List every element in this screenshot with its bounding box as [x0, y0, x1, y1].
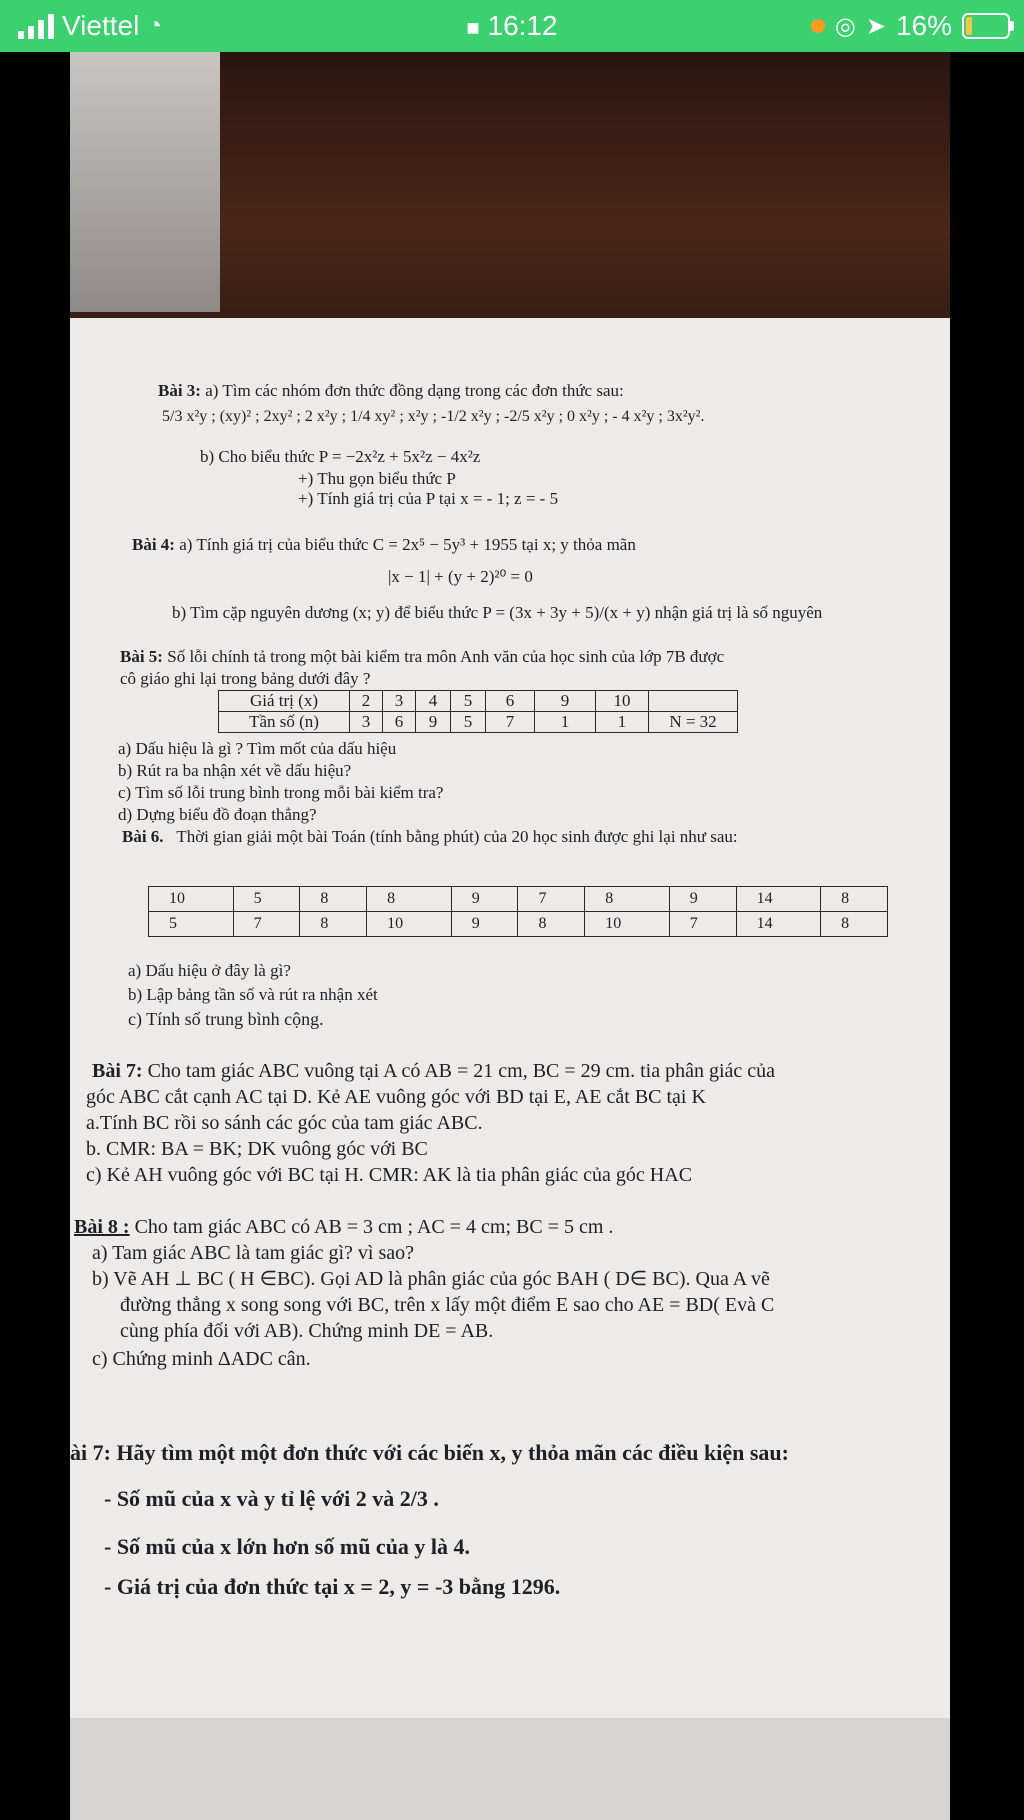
b3-line1 — [158, 380, 624, 402]
b9-l2: - Số mũ của x và y tỉ lệ với 2 và 2/3 . — [104, 1486, 439, 1511]
b5-b: b) Rút ra ba nhận xét về dấu hiệu? — [118, 761, 352, 780]
b8-title: Bài 8 : — [74, 1216, 130, 1238]
table-cell: 3 — [350, 712, 383, 733]
b9-l1: ài 7: Hãy tìm một một đơn thức với các biến x, y thỏa mãn các điều kiện sau: — [70, 1440, 789, 1465]
b8-l1: Cho tam giác ABC có AB = 3 cm ; AC = 4 cm; BC = 5 cm . — [134, 1216, 614, 1238]
exam-paper — [70, 318, 950, 1718]
photo-wall — [70, 52, 220, 312]
table-cell: 8 — [300, 912, 367, 937]
b4-line1 — [132, 534, 636, 556]
table-row — [219, 691, 738, 712]
battery-percent: 16% — [895, 10, 952, 41]
b5-c: c) Tìm số lỗi trung bình trong mỗi bài kiểm tra? — [118, 783, 444, 802]
b3-b2: +) Tính giá trị của P tại x = - 1; z = - 5 — [298, 489, 559, 508]
table-cell: 10 — [367, 912, 452, 937]
b7-l5: c) Kẻ AH vuông góc với BC tại H. CMR: AK là tia phân giác của góc HAC — [86, 1164, 693, 1186]
table-row — [149, 887, 888, 912]
b5-l2: cô giáo ghi lại trong bảng dưới đây ? — [120, 669, 371, 688]
b5-line1 — [120, 646, 724, 668]
table-cell: 9 — [669, 887, 736, 912]
b7-l3: a.Tính BC rồi so sánh các góc của tam giác ABC. — [86, 1112, 483, 1134]
recording-dot-icon — [811, 19, 825, 33]
table-cell: 5 — [451, 712, 486, 733]
table-cell: 14 — [736, 912, 821, 937]
wifi-icon: ◔ — [147, 12, 162, 39]
table-cell: 9 — [535, 691, 596, 712]
table-cell: 5 — [233, 887, 300, 912]
b6-c: c) Tính số trung bình cộng. — [128, 1009, 324, 1029]
table-cell: 3 — [383, 691, 416, 712]
table-cell: 7 — [233, 912, 300, 937]
b3-b: b) Cho biểu thức P = −2x²z + 5x²z − 4x²z — [200, 447, 481, 466]
table-cell: 7 — [518, 887, 585, 912]
b3-list: 5/3 x²y ; (xy)² ; 2xy² ; 2 x²y ; 1/4 xy² ; x²y ; -1/2 x²y ; -2/5 x²y ; 0 x²y ; - 4 x²y ; 3x²y². — [162, 408, 705, 425]
table-cell: 8 — [300, 887, 367, 912]
table-cell: 5 — [149, 912, 234, 937]
table-cell: 6 — [383, 712, 416, 733]
table-cell: 2 — [350, 691, 383, 712]
b6-table — [148, 886, 888, 937]
rotation-lock-icon: ◎ — [834, 12, 856, 40]
battery-icon — [962, 13, 1010, 39]
table-cell: 8 — [518, 912, 585, 937]
b4-a: a) Tính giá trị của biểu thức C = 2x⁵ − 5y³ + 1955 tại x; y thỏa mãn — [179, 535, 636, 554]
table-cell: Tần số (n) — [219, 712, 350, 733]
b4-eq: |x − 1| + (y + 2)²⁰ = 0 — [388, 567, 533, 586]
b5-l1: Số lỗi chính tả trong một bài kiểm tra môn Anh văn của học sinh của lớp 7B được — [167, 647, 725, 666]
clock: 16:12 — [487, 10, 558, 41]
b5-title: Bài 5: — [120, 647, 163, 666]
table-cell: 6 — [486, 691, 535, 712]
b8-c: c) Chứng minh ΔADC cân. — [92, 1348, 311, 1370]
b6-l1: Thời gian giải một bài Toán (tính bằng phút) của 20 học sinh được ghi lại như sau: — [176, 827, 738, 846]
table-cell: 9 — [416, 712, 451, 733]
table-cell: 8 — [821, 887, 888, 912]
b5-table — [218, 690, 738, 733]
b7-line1 — [92, 1058, 775, 1084]
b8-b2: đường thẳng x song song với BC, trên x lấy một điểm E sao cho AE = BD( Evà C — [120, 1294, 775, 1316]
b4-b: b) Tìm cặp nguyên dương (x; y) để biểu thức P = (3x + 3y + 5)/(x + y) nhận giá trị là số nguyên — [172, 603, 823, 622]
table-cell: N = 32 — [649, 712, 738, 733]
b6-line1 — [122, 826, 738, 848]
photo-paper-bottom — [70, 1718, 950, 1820]
b9-l4: - Giá trị của đơn thức tại x = 2, y = -3 bằng 1296. — [104, 1574, 561, 1599]
b7-l1: Cho tam giác ABC vuông tại A có AB = 21 cm, BC = 29 cm. tia phân giác của — [147, 1060, 776, 1082]
table-cell — [649, 691, 738, 712]
table-cell: 9 — [451, 887, 518, 912]
b6-a: a) Dấu hiệu ở đây là gì? — [128, 961, 291, 980]
table-cell: 10 — [596, 691, 649, 712]
table-cell: 7 — [669, 912, 736, 937]
carrier-label: Viettel — [62, 10, 140, 41]
table-row — [149, 912, 888, 937]
b3-b1: +) Thu gọn biểu thức P — [298, 469, 456, 488]
table-cell: Giá trị (x) — [219, 691, 350, 712]
camera-icon: ■ — [466, 15, 480, 40]
table-cell: 8 — [821, 912, 888, 937]
table-cell: 9 — [451, 912, 518, 937]
b8-a: a) Tam giác ABC là tam giác gì? vì sao? — [92, 1242, 415, 1264]
table-cell: 10 — [585, 912, 670, 937]
b5-d: d) Dựng biểu đồ đoạn thẳng? — [118, 805, 317, 824]
table-cell: 1 — [596, 712, 649, 733]
b5-a: a) Dấu hiệu là gì ? Tìm mốt của dấu hiệu — [118, 739, 397, 758]
table-row — [219, 712, 738, 733]
table-cell: 4 — [416, 691, 451, 712]
b7-l4: b. CMR: BA = BK; DK vuông góc với BC — [86, 1138, 428, 1160]
b3-a: a) Tìm các nhóm đơn thức đồng dạng trong các đơn thức sau: — [205, 381, 624, 400]
table-cell: 14 — [736, 887, 821, 912]
table-cell: 10 — [149, 887, 234, 912]
b8-line1 — [74, 1214, 613, 1240]
status-right — [811, 10, 1010, 42]
b4-title: Bài 4: — [132, 535, 175, 554]
b7-title: Bài 7: — [92, 1060, 143, 1082]
table-cell: 8 — [367, 887, 452, 912]
location-icon: ➤ — [865, 12, 886, 40]
table-cell: 8 — [585, 887, 670, 912]
b7-l2: góc ABC cắt cạnh AC tại D. Kẻ AE vuông góc với BD tại E, AE cắt BC tại K — [86, 1086, 706, 1108]
status-bar — [0, 0, 1024, 52]
table-cell: 5 — [451, 691, 486, 712]
b6-b: b) Lập bảng tần số và rút ra nhận xét — [128, 985, 378, 1004]
b9-l3: - Số mũ của x lớn hơn số mũ của y là 4. — [104, 1534, 471, 1559]
b6-title: Bài 6. — [122, 827, 164, 846]
b3-title: Bài 3: — [158, 381, 201, 400]
table-cell: 7 — [486, 712, 535, 733]
table-cell: 1 — [535, 712, 596, 733]
b8-b3: cùng phía đối với AB). Chứng minh DE = AB. — [120, 1320, 494, 1342]
b8-b1: b) Vẽ AH ⊥ BC ( H ∈BC). Gọi AD là phân giác của góc BAH ( D∈ BC). Qua A vẽ — [92, 1268, 770, 1290]
